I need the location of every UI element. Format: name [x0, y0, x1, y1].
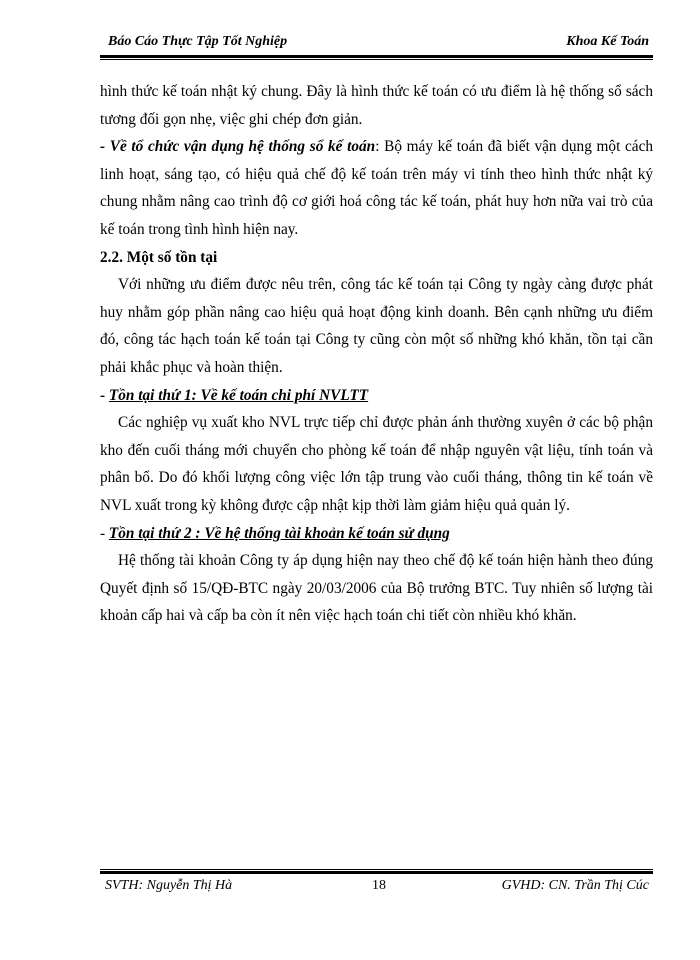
- paragraph-issue-2: Hệ thống tài khoản Công ty áp dụng hiện nay theo chế độ kế toán hiện hành theo đúng Quyết định số 15/QĐ-BTC ngày 20/03/2006 của Bộ trưởng BTC. Tuy nhiên số lượng tài khoản cấp hai và cấp ba còn ít nên việc hạch toán chi tiết còn nhiều khó khăn.: [100, 552, 653, 625]
- paragraph-continuation: hình thức kế toán nhật ký chung. Đây là hình thức kế toán có ưu điểm là hệ thống sổ sách tương đối gọn nhẹ, việc ghi chép đơn giản.: [100, 83, 653, 128]
- accounting-books-text: : Bộ máy kế toán đã biết vận dụng một cách linh hoạt, sáng tạo, có hiệu quả chế độ kế toán trên máy vi tính theo hình thức nhật ký chung nhằm nâng cao trình độ cơ giới hoá công tác kế toán, phát huy hơn nữa vai trò của kế toán trong tình hình hiện nay.: [100, 138, 654, 238]
- paragraph-issue-1: Các nghiệp vụ xuất kho NVL trực tiếp chỉ được phản ánh thường xuyên ở các bộ phận kho đến cuối tháng mới chuyển cho phòng kế toán để nhập nguyên vật liệu, tính toán và phân bổ. Do đó khối lượng công việc lớn tập trung vào cuối tháng, thông tin kế toán về NVL xuất trong kỳ không được cập nhật kịp thời làm giảm hiệu quả quản lý.: [100, 414, 653, 514]
- footer-supervisor: GVHD: CN. Trần Thị Cúc: [501, 878, 649, 893]
- paragraph-intro-issues: Với những ưu điểm được nêu trên, công tác kế toán tại Công ty ngày càng được phát huy nhằm góp phần nâng cao hiệu quả hoạt động kinh doanh. Bên cạnh những ưu điểm đó, công tác hạch toán kế toán tại Công ty cũng còn một số những khó khăn, tồn tại cần phải khắc phục và hoàn thiện.: [100, 276, 653, 376]
- header-report-title: Báo Cáo Thực Tập Tốt Nghiệp: [108, 34, 288, 49]
- issue-2-title: Tồn tại thứ 2 : Về hệ thống tài khoản kế toán sử dụng: [108, 524, 450, 542]
- footer-student: SVTH: Nguyễn Thị Hà: [105, 878, 233, 893]
- section-heading-2-2: 2.2. Một số tồn tại: [100, 248, 218, 266]
- page-number: 18: [372, 878, 386, 893]
- header-department: Khoa Kế Toán: [566, 34, 649, 49]
- page-header: [100, 34, 653, 54]
- footer-rule-thick: [100, 871, 653, 874]
- issue-1-title: Tồn tại thứ 1: Về kế toán chi phí NVLTT: [108, 386, 369, 404]
- header-rule-thick: [100, 55, 653, 58]
- paragraph-accounting-books: [100, 133, 653, 243]
- issue-2-heading: - Tồn tại thứ 2 : Về hệ thống tài khoản kế toán sử dụng: [100, 524, 450, 542]
- footer-rule-thin: [100, 869, 653, 870]
- issue-1-heading: - Tồn tại thứ 1: Về kế toán chi phí NVLTT: [100, 386, 369, 404]
- header-rule-thin: [100, 59, 653, 60]
- page-body: [100, 78, 653, 630]
- page-footer: [100, 878, 653, 898]
- accounting-books-lead: - Về tổ chức vận dụng hệ thống sổ kế toán: [100, 138, 376, 156]
